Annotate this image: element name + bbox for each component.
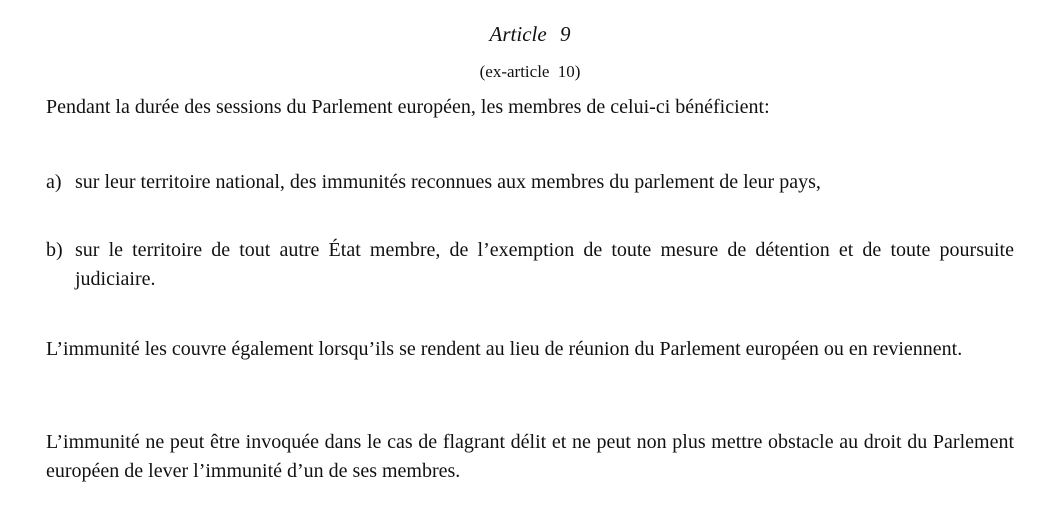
list-item-a: [46, 168, 1014, 197]
immunity-exception-paragraph: L’immunité ne peut être invoquée dans le cas de flagrant délit et ne peut non plus mettre obstacle au droit du Parlement européen de lever l’immunité d’un de ses membres.: [46, 431, 1014, 482]
list-marker-a: a): [46, 171, 62, 193]
list-text-b: sur le territoire de tout autre État membre, de l’exemption de toute mesure de détention et de toute poursuite judiciaire.: [75, 239, 1014, 290]
list-marker-b: b): [46, 239, 63, 261]
intro-paragraph: Pendant la durée des sessions du Parlement européen, les membres de celui-ci bénéficient:: [46, 96, 770, 118]
list-text-a: sur leur territoire national, des immunités reconnues aux membres du parlement de leur pays,: [75, 171, 821, 193]
article-title: Article 9: [489, 22, 571, 46]
list-item-b: [46, 236, 1014, 294]
immunity-travel-paragraph: L’immunité les couvre également lorsqu’ils se rendent au lieu de réunion du Parlement européen ou en reviennent.: [46, 338, 963, 360]
document-page: [46, 0, 1014, 521]
article-subtitle: (ex-article 10): [479, 62, 581, 81]
